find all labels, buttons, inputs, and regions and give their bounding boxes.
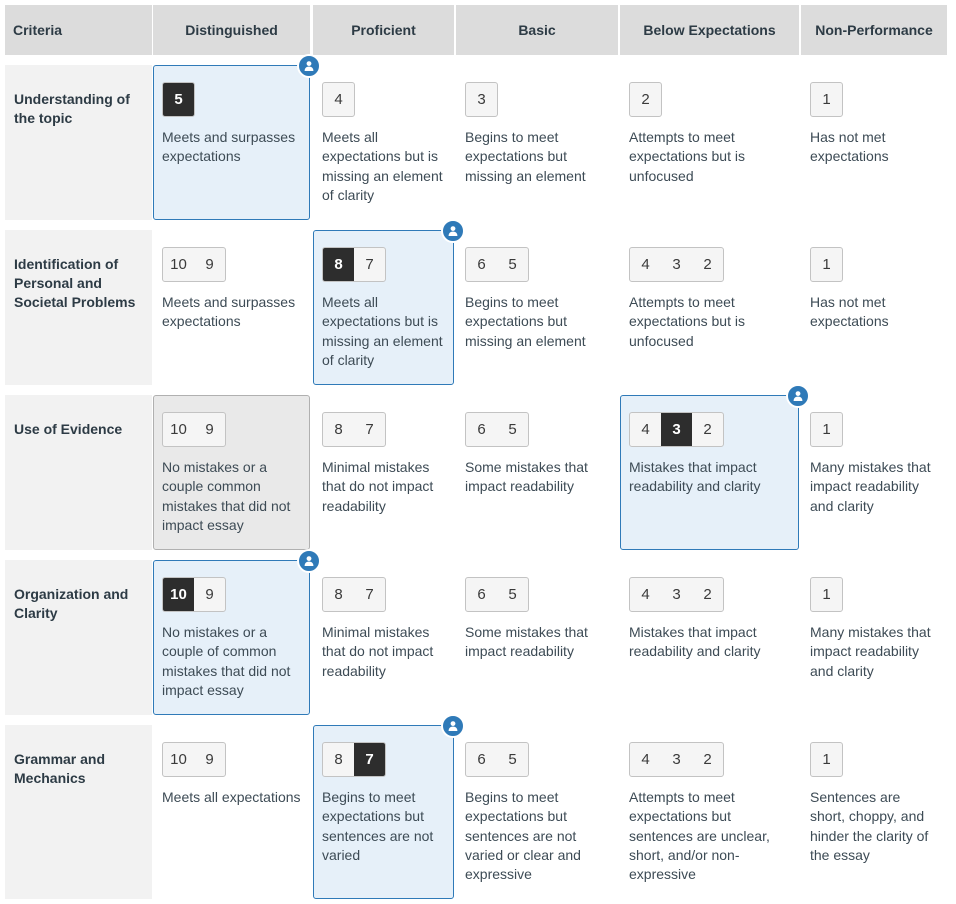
rating-cell-non-performance[interactable]	[801, 725, 947, 899]
points-group	[162, 247, 226, 282]
points-group	[162, 82, 195, 117]
points-group	[162, 742, 226, 777]
points-group	[322, 82, 355, 117]
rating-cell-distinguished[interactable]	[153, 395, 310, 550]
point-button[interactable]: 1	[822, 91, 831, 108]
points-group	[810, 742, 843, 777]
point-button[interactable]: 2	[703, 586, 712, 603]
rating-cell-basic[interactable]	[456, 560, 618, 715]
point-button[interactable]: 1	[822, 751, 831, 768]
point-button[interactable]: 1	[822, 586, 831, 603]
point-button[interactable]: 5	[163, 83, 194, 116]
rating-description: Sentences are short, choppy, and hinder the clarity of the essay	[810, 789, 929, 863]
point-button[interactable]: 3	[672, 256, 681, 273]
rating-description: Mistakes that impact readability and clarity	[629, 624, 761, 660]
point-button[interactable]: 9	[205, 421, 214, 438]
point-button[interactable]: 7	[365, 256, 374, 273]
header-proficient: Proficient	[313, 5, 454, 55]
rating-description: No mistakes or a couple of common mistakes that did not impact essay	[162, 624, 291, 698]
point-button[interactable]: 5	[508, 256, 517, 273]
points-group	[465, 412, 529, 447]
rating-cell-below-expectations[interactable]	[620, 395, 799, 550]
rating-cell-proficient[interactable]	[313, 230, 454, 385]
points-group	[322, 412, 386, 447]
rating-cell-distinguished[interactable]	[153, 560, 310, 715]
rating-description: Minimal mistakes that do not impact readability	[322, 624, 434, 679]
rating-cell-distinguished[interactable]	[153, 725, 310, 899]
point-button[interactable]: 4	[334, 91, 343, 108]
point-button[interactable]: 8	[334, 421, 343, 438]
point-button[interactable]: 10	[170, 751, 187, 768]
point-button[interactable]: 1	[822, 421, 831, 438]
point-button[interactable]: 4	[641, 586, 650, 603]
point-button[interactable]: 9	[205, 751, 214, 768]
point-button[interactable]: 4	[641, 421, 650, 438]
points-group	[322, 247, 386, 282]
rating-cell-proficient[interactable]	[313, 395, 454, 550]
rating-cell-below-expectations[interactable]	[620, 560, 799, 715]
rating-cell-below-expectations[interactable]	[620, 65, 799, 220]
point-button[interactable]: 8	[334, 586, 343, 603]
rating-description: Begins to meet expectations but sentences are not varied	[322, 789, 434, 863]
point-button[interactable]: 7	[365, 421, 374, 438]
rating-description: Some mistakes that impact readability	[465, 624, 588, 660]
point-button[interactable]: 2	[641, 91, 650, 108]
point-button[interactable]: 2	[703, 421, 712, 438]
point-button[interactable]: 9	[205, 256, 214, 273]
point-button[interactable]: 3	[672, 586, 681, 603]
points-group	[322, 742, 386, 777]
rating-description: Begins to meet expectations but missing an element	[465, 294, 586, 349]
criterion-grammar-and-mechanics: Grammar and Mechanics	[5, 725, 152, 899]
rating-description: Meets and surpasses expectations	[162, 129, 296, 165]
header-criteria: Criteria	[5, 5, 152, 55]
point-button[interactable]: 6	[477, 421, 486, 438]
header-basic: Basic	[456, 5, 618, 55]
rating-description: Many mistakes that impact readability and clarity	[810, 624, 931, 679]
header-distinguished: Distinguished	[153, 5, 310, 55]
rating-cell-proficient[interactable]	[313, 65, 454, 220]
point-button[interactable]: 4	[641, 256, 650, 273]
rating-cell-basic[interactable]	[456, 65, 618, 220]
points-group	[810, 82, 843, 117]
point-button[interactable]: 4	[641, 751, 650, 768]
rating-description: Attempts to meet expectations but is unfocused	[629, 294, 745, 349]
criterion-understanding-of-the-topic: Understanding of the topic	[5, 65, 152, 220]
rating-description: Minimal mistakes that do not impact readability	[322, 459, 434, 514]
point-button[interactable]: 3	[661, 413, 692, 446]
rating-cell-distinguished[interactable]	[153, 65, 310, 220]
rating-description: Meets all expectations	[162, 789, 301, 805]
point-button[interactable]: 5	[508, 586, 517, 603]
header-below-expectations: Below Expectations	[620, 5, 799, 55]
criterion-organization-and-clarity: Organization and Clarity	[5, 560, 152, 715]
point-button[interactable]: 6	[477, 256, 486, 273]
rating-description: Attempts to meet expectations but is unfocused	[629, 129, 745, 184]
point-button[interactable]: 7	[365, 586, 374, 603]
criterion-use-of-evidence: Use of Evidence	[5, 395, 152, 550]
rating-description: Has not met expectations	[810, 294, 889, 330]
points-group	[810, 412, 843, 447]
points-group	[465, 742, 529, 777]
criterion-identification-of-personal-and-societal-problems: Identification of Personal and Societal Problems	[5, 230, 152, 385]
rating-cell-non-performance[interactable]	[801, 560, 947, 715]
rating-cell-non-performance[interactable]	[801, 65, 947, 220]
points-group	[629, 742, 724, 777]
rating-cell-basic[interactable]	[456, 725, 618, 899]
rating-description: Meets and surpasses expectations	[162, 294, 296, 330]
point-button[interactable]: 5	[508, 421, 517, 438]
rating-cell-proficient[interactable]	[313, 725, 454, 899]
rating-cell-basic[interactable]	[456, 230, 618, 385]
point-button[interactable]: 2	[703, 751, 712, 768]
point-button[interactable]: 3	[477, 91, 486, 108]
point-button[interactable]: 2	[703, 256, 712, 273]
points-group	[465, 82, 498, 117]
point-button[interactable]: 10	[170, 256, 187, 273]
rating-description: No mistakes or a couple common mistakes that did not impact essay	[162, 459, 291, 533]
point-button[interactable]: 3	[672, 751, 681, 768]
points-group	[629, 247, 724, 282]
points-group	[629, 82, 662, 117]
header-non-performance: Non-Performance	[801, 5, 947, 55]
rating-cell-non-performance[interactable]	[801, 395, 947, 550]
rating-description: Mistakes that impact readability and clarity	[629, 459, 761, 495]
point-button[interactable]: 10	[163, 578, 194, 611]
points-group	[465, 577, 529, 612]
rating-cell-below-expectations[interactable]	[620, 725, 799, 899]
point-button[interactable]: 10	[170, 421, 187, 438]
rating-description: Some mistakes that impact readability	[465, 459, 588, 495]
point-button[interactable]: 6	[477, 586, 486, 603]
rating-cell-basic[interactable]	[456, 395, 618, 550]
rating-cell-non-performance[interactable]	[801, 230, 947, 385]
points-group	[162, 412, 226, 447]
rating-description: Meets all expectations but is missing an element of clarity	[322, 129, 443, 203]
rating-cell-distinguished[interactable]	[153, 230, 310, 385]
rating-description: Attempts to meet expectations but sentences are unclear, short, and/or non-expressive	[629, 789, 770, 883]
point-button[interactable]: 8	[323, 248, 354, 281]
rating-description: Many mistakes that impact readability and clarity	[810, 459, 931, 514]
rating-cell-below-expectations[interactable]	[620, 230, 799, 385]
rating-description: Begins to meet expectations but sentences are not varied or clear and expressive	[465, 789, 581, 883]
points-group	[629, 577, 724, 612]
rating-description: Begins to meet expectations but missing an element	[465, 129, 586, 184]
points-group	[162, 577, 226, 612]
rating-description: Meets all expectations but is missing an element of clarity	[322, 294, 443, 368]
point-button[interactable]: 8	[334, 751, 343, 768]
point-button[interactable]: 7	[354, 743, 385, 776]
points-group	[810, 577, 843, 612]
points-group	[810, 247, 843, 282]
point-button[interactable]: 5	[508, 751, 517, 768]
point-button[interactable]: 9	[205, 586, 214, 603]
rating-cell-proficient[interactable]	[313, 560, 454, 715]
rating-description: Has not met expectations	[810, 129, 889, 165]
point-button[interactable]: 6	[477, 751, 486, 768]
points-group	[322, 577, 386, 612]
points-group	[629, 412, 724, 447]
point-button[interactable]: 1	[822, 256, 831, 273]
points-group	[465, 247, 529, 282]
